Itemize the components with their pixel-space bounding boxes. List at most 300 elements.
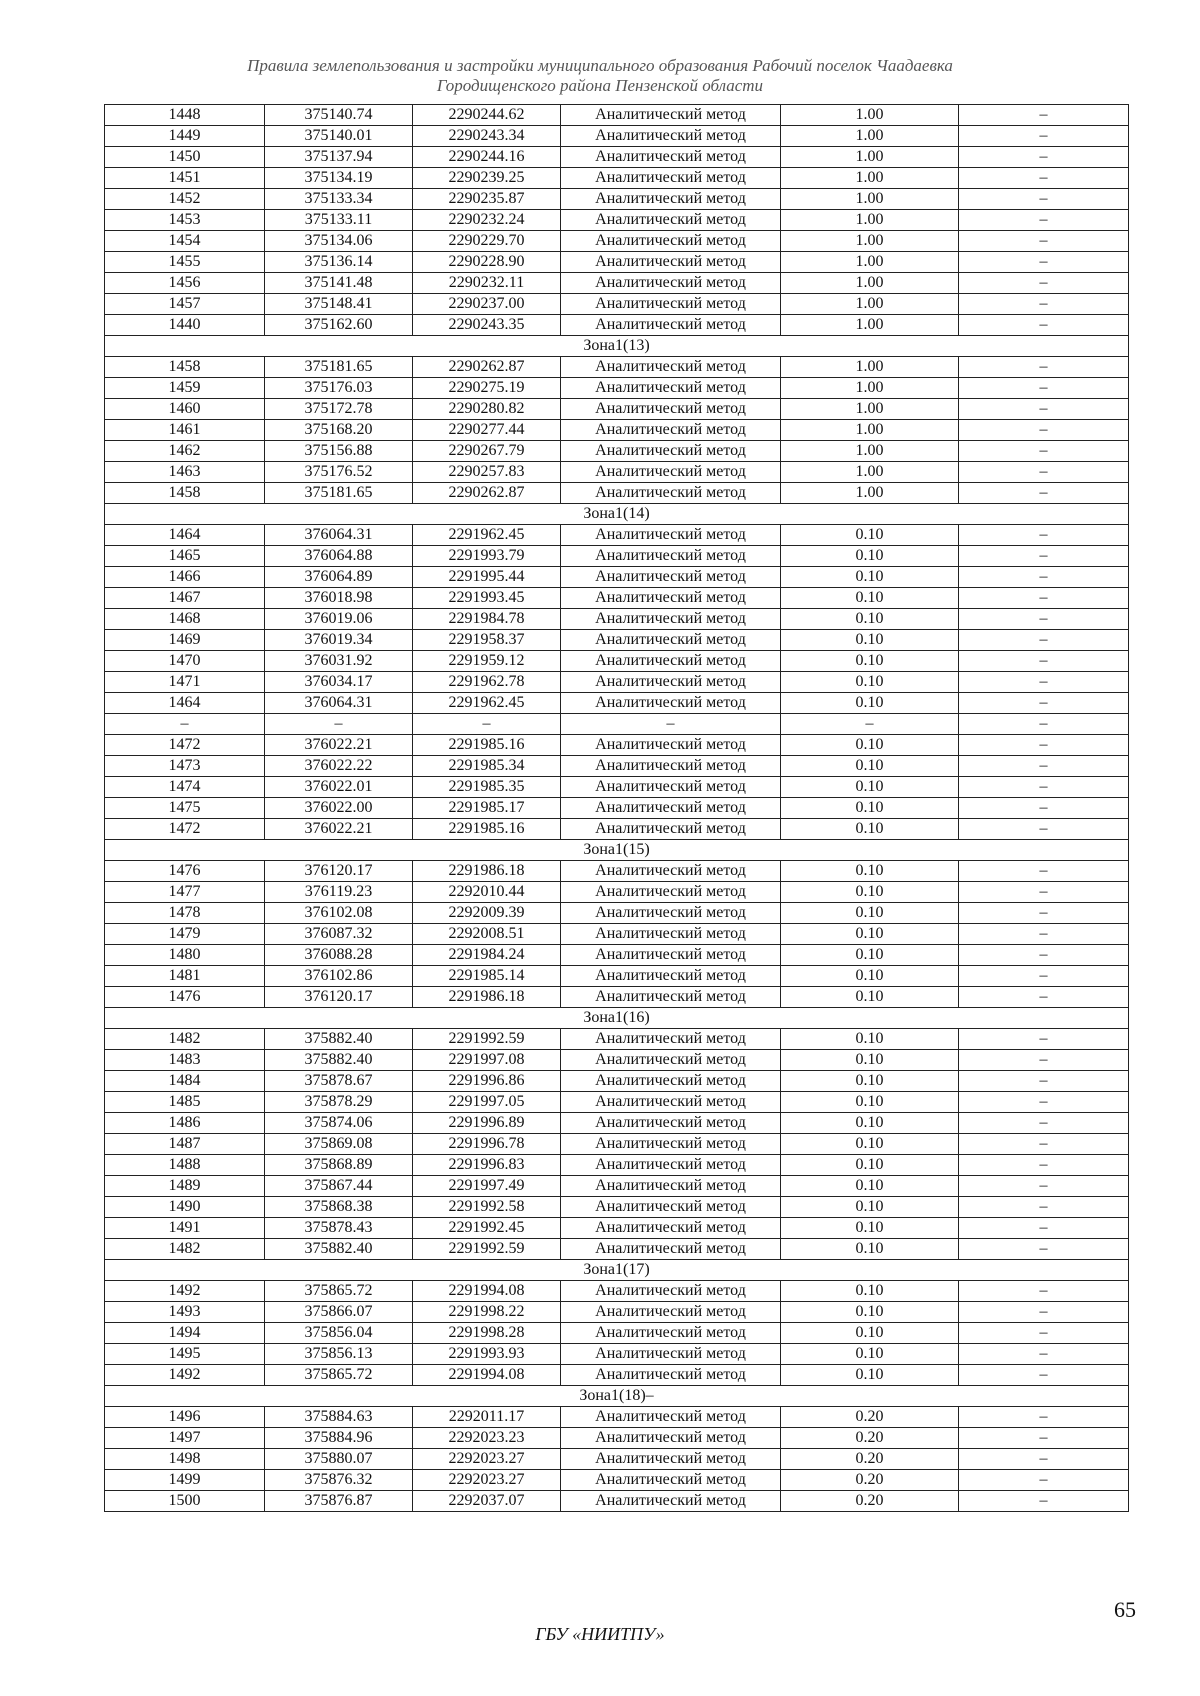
- description-cell: –: [959, 1113, 1129, 1134]
- y-coordinate-cell: 2291984.24: [413, 945, 561, 966]
- table-row: [105, 1365, 1129, 1386]
- point-number-cell: 1468: [105, 609, 265, 630]
- zone-header-row: [105, 1260, 1129, 1281]
- method-cell: Аналитический метод: [561, 1449, 781, 1470]
- table-row: [105, 945, 1129, 966]
- page-header: [0, 56, 1200, 96]
- description-cell: –: [959, 1281, 1129, 1302]
- table-row: [105, 189, 1129, 210]
- accuracy-cell: 0.10: [781, 1365, 959, 1386]
- x-coordinate-cell: 376064.88: [265, 546, 413, 567]
- accuracy-cell: 1.00: [781, 252, 959, 273]
- table-row: [105, 1113, 1129, 1134]
- method-cell: Аналитический метод: [561, 483, 781, 504]
- description-cell: –: [959, 294, 1129, 315]
- accuracy-cell: 1.00: [781, 294, 959, 315]
- x-coordinate-cell: 375882.40: [265, 1029, 413, 1050]
- table-row: [105, 1092, 1129, 1113]
- method-cell: Аналитический метод: [561, 252, 781, 273]
- description-cell: –: [959, 105, 1129, 126]
- point-number-cell: 1483: [105, 1050, 265, 1071]
- y-coordinate-cell: 2291985.14: [413, 966, 561, 987]
- y-coordinate-cell: 2292011.17: [413, 1407, 561, 1428]
- method-cell: Аналитический метод: [561, 1113, 781, 1134]
- method-cell: Аналитический метод: [561, 567, 781, 588]
- x-coordinate-cell: 375869.08: [265, 1134, 413, 1155]
- x-coordinate-cell: 375181.65: [265, 357, 413, 378]
- accuracy-cell: 0.10: [781, 651, 959, 672]
- table-row: [105, 735, 1129, 756]
- zone-header-row: [105, 1008, 1129, 1029]
- x-coordinate-cell: 375140.01: [265, 126, 413, 147]
- description-cell: –: [959, 903, 1129, 924]
- y-coordinate-cell: 2290229.70: [413, 231, 561, 252]
- y-coordinate-cell: 2291998.22: [413, 1302, 561, 1323]
- method-cell: Аналитический метод: [561, 945, 781, 966]
- x-coordinate-cell: 375880.07: [265, 1449, 413, 1470]
- accuracy-cell: 1.00: [781, 483, 959, 504]
- x-coordinate-cell: 375133.34: [265, 189, 413, 210]
- y-coordinate-cell: 2291993.93: [413, 1344, 561, 1365]
- x-coordinate-cell: 375856.04: [265, 1323, 413, 1344]
- accuracy-cell: 1.00: [781, 168, 959, 189]
- y-coordinate-cell: 2291992.45: [413, 1218, 561, 1239]
- accuracy-cell: 0.20: [781, 1491, 959, 1512]
- accuracy-cell: 0.10: [781, 1113, 959, 1134]
- y-coordinate-cell: 2291998.28: [413, 1323, 561, 1344]
- method-cell: Аналитический метод: [561, 777, 781, 798]
- description-cell: –: [959, 924, 1129, 945]
- x-coordinate-cell: 375876.32: [265, 1470, 413, 1491]
- method-cell: –: [561, 714, 781, 735]
- method-cell: Аналитический метод: [561, 1092, 781, 1113]
- accuracy-cell: 0.10: [781, 903, 959, 924]
- x-coordinate-cell: 376088.28: [265, 945, 413, 966]
- y-coordinate-cell: 2291958.37: [413, 630, 561, 651]
- x-coordinate-cell: 375882.40: [265, 1050, 413, 1071]
- point-number-cell: 1488: [105, 1155, 265, 1176]
- point-number-cell: 1475: [105, 798, 265, 819]
- y-coordinate-cell: 2291996.83: [413, 1155, 561, 1176]
- accuracy-cell: 1.00: [781, 399, 959, 420]
- description-cell: –: [959, 1323, 1129, 1344]
- y-coordinate-cell: 2291993.45: [413, 588, 561, 609]
- method-cell: Аналитический метод: [561, 1344, 781, 1365]
- description-cell: –: [959, 630, 1129, 651]
- point-number-cell: 1448: [105, 105, 265, 126]
- table-row: [105, 861, 1129, 882]
- table-row: [105, 1155, 1129, 1176]
- table-row: [105, 819, 1129, 840]
- point-number-cell: 1487: [105, 1134, 265, 1155]
- point-number-cell: 1485: [105, 1092, 265, 1113]
- y-coordinate-cell: 2291985.35: [413, 777, 561, 798]
- point-number-cell: 1459: [105, 378, 265, 399]
- point-number-cell: 1491: [105, 1218, 265, 1239]
- accuracy-cell: 1.00: [781, 420, 959, 441]
- y-coordinate-cell: 2291996.86: [413, 1071, 561, 1092]
- x-coordinate-cell: 376022.01: [265, 777, 413, 798]
- x-coordinate-cell: 375136.14: [265, 252, 413, 273]
- description-cell: –: [959, 651, 1129, 672]
- y-coordinate-cell: 2290232.11: [413, 273, 561, 294]
- header-line-1: Правила землепользования и застройки муниципального образования Рабочий поселок Чаадаевка: [247, 56, 953, 75]
- y-coordinate-cell: 2291962.45: [413, 525, 561, 546]
- method-cell: Аналитический метод: [561, 420, 781, 441]
- y-coordinate-cell: 2291962.78: [413, 672, 561, 693]
- point-number-cell: 1460: [105, 399, 265, 420]
- accuracy-cell: 0.10: [781, 1134, 959, 1155]
- description-cell: –: [959, 798, 1129, 819]
- description-cell: –: [959, 1239, 1129, 1260]
- accuracy-cell: 1.00: [781, 147, 959, 168]
- y-coordinate-cell: 2290243.34: [413, 126, 561, 147]
- point-number-cell: 1494: [105, 1323, 265, 1344]
- accuracy-cell: 0.10: [781, 861, 959, 882]
- x-coordinate-cell: 375148.41: [265, 294, 413, 315]
- point-number-cell: 1461: [105, 420, 265, 441]
- x-coordinate-cell: 376087.32: [265, 924, 413, 945]
- method-cell: Аналитический метод: [561, 294, 781, 315]
- method-cell: Аналитический метод: [561, 1470, 781, 1491]
- zone-label: Зона1(14): [105, 504, 1129, 525]
- point-number-cell: 1451: [105, 168, 265, 189]
- y-coordinate-cell: 2291997.49: [413, 1176, 561, 1197]
- point-number-cell: 1498: [105, 1449, 265, 1470]
- method-cell: Аналитический метод: [561, 1365, 781, 1386]
- description-cell: –: [959, 588, 1129, 609]
- y-coordinate-cell: 2290267.79: [413, 441, 561, 462]
- x-coordinate-cell: 376022.21: [265, 819, 413, 840]
- accuracy-cell: 0.10: [781, 1323, 959, 1344]
- description-cell: –: [959, 399, 1129, 420]
- method-cell: Аналитический метод: [561, 609, 781, 630]
- y-coordinate-cell: 2290244.16: [413, 147, 561, 168]
- description-cell: –: [959, 1134, 1129, 1155]
- method-cell: Аналитический метод: [561, 861, 781, 882]
- method-cell: Аналитический метод: [561, 651, 781, 672]
- accuracy-cell: 0.20: [781, 1428, 959, 1449]
- point-number-cell: 1490: [105, 1197, 265, 1218]
- y-coordinate-cell: 2292023.27: [413, 1449, 561, 1470]
- table-row: [105, 1029, 1129, 1050]
- table-row: [105, 1134, 1129, 1155]
- y-coordinate-cell: 2292008.51: [413, 924, 561, 945]
- description-cell: –: [959, 861, 1129, 882]
- x-coordinate-cell: 375176.52: [265, 462, 413, 483]
- point-number-cell: 1467: [105, 588, 265, 609]
- description-cell: –: [959, 819, 1129, 840]
- x-coordinate-cell: 375141.48: [265, 273, 413, 294]
- method-cell: Аналитический метод: [561, 1197, 781, 1218]
- x-coordinate-cell: 376102.86: [265, 966, 413, 987]
- table-row: [105, 1281, 1129, 1302]
- method-cell: Аналитический метод: [561, 1176, 781, 1197]
- point-number-cell: 1489: [105, 1176, 265, 1197]
- y-coordinate-cell: 2291984.78: [413, 609, 561, 630]
- accuracy-cell: 0.10: [781, 525, 959, 546]
- description-cell: –: [959, 420, 1129, 441]
- description-cell: –: [959, 1197, 1129, 1218]
- accuracy-cell: 0.10: [781, 1197, 959, 1218]
- x-coordinate-cell: 376064.31: [265, 693, 413, 714]
- accuracy-cell: 0.10: [781, 1155, 959, 1176]
- y-coordinate-cell: 2290262.87: [413, 357, 561, 378]
- point-number-cell: 1462: [105, 441, 265, 462]
- point-number-cell: 1470: [105, 651, 265, 672]
- y-coordinate-cell: 2291996.78: [413, 1134, 561, 1155]
- table-row: [105, 903, 1129, 924]
- page-footer: ГБУ «НИИТПУ»: [535, 1624, 665, 1644]
- point-number-cell: 1492: [105, 1281, 265, 1302]
- description-cell: –: [959, 1470, 1129, 1491]
- description-cell: –: [959, 966, 1129, 987]
- x-coordinate-cell: 375172.78: [265, 399, 413, 420]
- description-cell: –: [959, 672, 1129, 693]
- description-cell: –: [959, 693, 1129, 714]
- x-coordinate-cell: 376022.21: [265, 735, 413, 756]
- y-coordinate-cell: 2290228.90: [413, 252, 561, 273]
- method-cell: Аналитический метод: [561, 966, 781, 987]
- description-cell: –: [959, 735, 1129, 756]
- zone-label: Зона1(13): [105, 336, 1129, 357]
- y-coordinate-cell: 2290243.35: [413, 315, 561, 336]
- table-row: [105, 525, 1129, 546]
- point-number-cell: 1458: [105, 357, 265, 378]
- table-row: [105, 1218, 1129, 1239]
- table-row: [105, 1407, 1129, 1428]
- y-coordinate-cell: 2290237.00: [413, 294, 561, 315]
- point-number-cell: 1493: [105, 1302, 265, 1323]
- description-cell: –: [959, 882, 1129, 903]
- description-cell: –: [959, 1092, 1129, 1113]
- x-coordinate-cell: 376019.06: [265, 609, 413, 630]
- x-coordinate-cell: 375181.65: [265, 483, 413, 504]
- table-row: [105, 924, 1129, 945]
- accuracy-cell: 0.10: [781, 735, 959, 756]
- table-row: [105, 1050, 1129, 1071]
- point-number-cell: 1484: [105, 1071, 265, 1092]
- x-coordinate-cell: 375133.11: [265, 210, 413, 231]
- method-cell: Аналитический метод: [561, 819, 781, 840]
- accuracy-cell: 0.10: [781, 546, 959, 567]
- x-coordinate-cell: 375137.94: [265, 147, 413, 168]
- y-coordinate-cell: 2291997.08: [413, 1050, 561, 1071]
- table-row: [105, 210, 1129, 231]
- x-coordinate-cell: 375162.60: [265, 315, 413, 336]
- description-cell: –: [959, 357, 1129, 378]
- accuracy-cell: 0.10: [781, 1092, 959, 1113]
- accuracy-cell: 1.00: [781, 441, 959, 462]
- description-cell: –: [959, 168, 1129, 189]
- y-coordinate-cell: 2290277.44: [413, 420, 561, 441]
- coordinates-table: [104, 104, 1129, 1512]
- accuracy-cell: 0.10: [781, 1029, 959, 1050]
- x-coordinate-cell: 376022.00: [265, 798, 413, 819]
- accuracy-cell: 1.00: [781, 273, 959, 294]
- point-number-cell: –: [105, 714, 265, 735]
- x-coordinate-cell: 375176.03: [265, 378, 413, 399]
- accuracy-cell: 0.10: [781, 693, 959, 714]
- x-coordinate-cell: 376022.22: [265, 756, 413, 777]
- x-coordinate-cell: 375868.89: [265, 1155, 413, 1176]
- description-cell: –: [959, 1050, 1129, 1071]
- table-row: [105, 273, 1129, 294]
- point-number-cell: 1486: [105, 1113, 265, 1134]
- table-row: [105, 378, 1129, 399]
- table-row: [105, 966, 1129, 987]
- method-cell: Аналитический метод: [561, 126, 781, 147]
- y-coordinate-cell: 2290244.62: [413, 105, 561, 126]
- accuracy-cell: 0.20: [781, 1407, 959, 1428]
- accuracy-cell: 0.10: [781, 1050, 959, 1071]
- x-coordinate-cell: 375866.07: [265, 1302, 413, 1323]
- table-row: [105, 1323, 1129, 1344]
- description-cell: –: [959, 714, 1129, 735]
- x-coordinate-cell: 375140.74: [265, 105, 413, 126]
- y-coordinate-cell: 2292023.27: [413, 1470, 561, 1491]
- zone-header-row: [105, 1386, 1129, 1407]
- description-cell: –: [959, 1491, 1129, 1512]
- accuracy-cell: 0.10: [781, 798, 959, 819]
- accuracy-cell: 1.00: [781, 357, 959, 378]
- y-coordinate-cell: 2291996.89: [413, 1113, 561, 1134]
- method-cell: Аналитический метод: [561, 168, 781, 189]
- y-coordinate-cell: 2291992.59: [413, 1029, 561, 1050]
- point-number-cell: 1481: [105, 966, 265, 987]
- method-cell: Аналитический метод: [561, 1071, 781, 1092]
- table-row: [105, 714, 1129, 735]
- header-line-2: Городищенского района Пензенской области: [436, 76, 764, 95]
- y-coordinate-cell: 2290262.87: [413, 483, 561, 504]
- table-row: [105, 651, 1129, 672]
- accuracy-cell: 0.10: [781, 1218, 959, 1239]
- zone-label: Зона1(15): [105, 840, 1129, 861]
- description-cell: –: [959, 1176, 1129, 1197]
- table-row: [105, 1176, 1129, 1197]
- y-coordinate-cell: 2292009.39: [413, 903, 561, 924]
- description-cell: –: [959, 525, 1129, 546]
- x-coordinate-cell: 375867.44: [265, 1176, 413, 1197]
- description-cell: –: [959, 231, 1129, 252]
- y-coordinate-cell: 2291993.79: [413, 546, 561, 567]
- table-row: [105, 1470, 1129, 1491]
- point-number-cell: 1492: [105, 1365, 265, 1386]
- table-row: [105, 588, 1129, 609]
- point-number-cell: 1454: [105, 231, 265, 252]
- table-row: [105, 105, 1129, 126]
- accuracy-cell: 0.10: [781, 987, 959, 1008]
- accuracy-cell: 0.10: [781, 966, 959, 987]
- description-cell: –: [959, 210, 1129, 231]
- table-row: [105, 1449, 1129, 1470]
- x-coordinate-cell: 375865.72: [265, 1365, 413, 1386]
- x-coordinate-cell: 375134.06: [265, 231, 413, 252]
- point-number-cell: 1476: [105, 987, 265, 1008]
- method-cell: Аналитический метод: [561, 588, 781, 609]
- table-row: [105, 231, 1129, 252]
- description-cell: –: [959, 1344, 1129, 1365]
- description-cell: –: [959, 147, 1129, 168]
- point-number-cell: 1463: [105, 462, 265, 483]
- point-number-cell: 1480: [105, 945, 265, 966]
- description-cell: –: [959, 777, 1129, 798]
- table-row: [105, 567, 1129, 588]
- x-coordinate-cell: 376120.17: [265, 861, 413, 882]
- description-cell: –: [959, 567, 1129, 588]
- accuracy-cell: 0.10: [781, 567, 959, 588]
- y-coordinate-cell: 2291962.45: [413, 693, 561, 714]
- y-coordinate-cell: 2291994.08: [413, 1281, 561, 1302]
- table-row: [105, 420, 1129, 441]
- point-number-cell: 1482: [105, 1029, 265, 1050]
- accuracy-cell: 1.00: [781, 105, 959, 126]
- zone-label: Зона1(16): [105, 1008, 1129, 1029]
- x-coordinate-cell: 376019.34: [265, 630, 413, 651]
- x-coordinate-cell: 375878.29: [265, 1092, 413, 1113]
- method-cell: Аналитический метод: [561, 630, 781, 651]
- table-row: [105, 1239, 1129, 1260]
- x-coordinate-cell: 375884.96: [265, 1428, 413, 1449]
- point-number-cell: 1472: [105, 735, 265, 756]
- x-coordinate-cell: 375884.63: [265, 1407, 413, 1428]
- y-coordinate-cell: 2290235.87: [413, 189, 561, 210]
- accuracy-cell: 1.00: [781, 210, 959, 231]
- y-coordinate-cell: 2290232.24: [413, 210, 561, 231]
- table-row: [105, 168, 1129, 189]
- y-coordinate-cell: 2291994.08: [413, 1365, 561, 1386]
- y-coordinate-cell: 2290280.82: [413, 399, 561, 420]
- description-cell: –: [959, 609, 1129, 630]
- x-coordinate-cell: 376119.23: [265, 882, 413, 903]
- point-number-cell: 1464: [105, 693, 265, 714]
- y-coordinate-cell: 2291992.58: [413, 1197, 561, 1218]
- description-cell: –: [959, 546, 1129, 567]
- accuracy-cell: 0.10: [781, 1071, 959, 1092]
- table-row: [105, 756, 1129, 777]
- accuracy-cell: 0.10: [781, 588, 959, 609]
- x-coordinate-cell: 375878.43: [265, 1218, 413, 1239]
- x-coordinate-cell: –: [265, 714, 413, 735]
- method-cell: Аналитический метод: [561, 189, 781, 210]
- accuracy-cell: 1.00: [781, 126, 959, 147]
- description-cell: –: [959, 1155, 1129, 1176]
- point-number-cell: 1500: [105, 1491, 265, 1512]
- method-cell: Аналитический метод: [561, 924, 781, 945]
- method-cell: Аналитический метод: [561, 462, 781, 483]
- y-coordinate-cell: –: [413, 714, 561, 735]
- method-cell: Аналитический метод: [561, 399, 781, 420]
- table-row: [105, 1428, 1129, 1449]
- point-number-cell: 1479: [105, 924, 265, 945]
- x-coordinate-cell: 375876.87: [265, 1491, 413, 1512]
- point-number-cell: 1497: [105, 1428, 265, 1449]
- method-cell: Аналитический метод: [561, 798, 781, 819]
- accuracy-cell: 0.10: [781, 672, 959, 693]
- y-coordinate-cell: 2292037.07: [413, 1491, 561, 1512]
- description-cell: –: [959, 1449, 1129, 1470]
- accuracy-cell: 0.10: [781, 1281, 959, 1302]
- description-cell: –: [959, 1428, 1129, 1449]
- point-number-cell: 1456: [105, 273, 265, 294]
- y-coordinate-cell: 2291959.12: [413, 651, 561, 672]
- accuracy-cell: 0.10: [781, 630, 959, 651]
- table-row: [105, 798, 1129, 819]
- method-cell: Аналитический метод: [561, 210, 781, 231]
- accuracy-cell: 0.20: [781, 1449, 959, 1470]
- table-row: [105, 441, 1129, 462]
- description-cell: –: [959, 1071, 1129, 1092]
